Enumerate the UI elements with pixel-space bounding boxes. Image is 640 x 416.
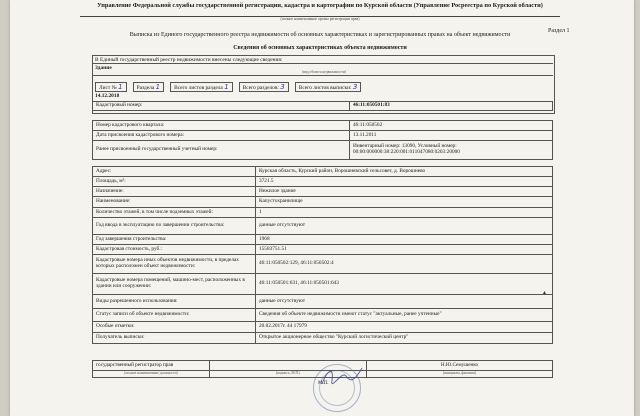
- row-value: 13.11.2011: [350, 131, 553, 141]
- row-label: Получатель выписки:: [93, 333, 256, 344]
- row-label: Ранее присвоенный государственный учетный номер:: [93, 141, 350, 160]
- row-value: 46:11:050501:631, 46:11:050501:643: [256, 274, 553, 295]
- row-label: Статус записи об объекте недвижимости:: [93, 309, 256, 322]
- position-caption: (полное наименование должности): [93, 371, 210, 378]
- row-label: Количество этажей, в том числе подземных этажей:: [93, 208, 256, 218]
- cadastral-table: [92, 101, 553, 111]
- row-value: Сведения об объекте недвижимости имеют статус "актуальные, ранее учтенные": [256, 309, 553, 322]
- row-value: 15583751.51: [256, 245, 553, 255]
- section-number-box: Раздела 1: [133, 82, 164, 92]
- object-type: Здание: [95, 65, 112, 71]
- divider: [92, 75, 553, 76]
- row-value: Инвентарный номер: 13090, Условный номер: 00:00:000000:38:220:001:011047080:0203:20000: [350, 141, 553, 160]
- table-row: [93, 218, 553, 235]
- table-row: [93, 235, 553, 245]
- signature-caption: (подпись, М.П.): [210, 371, 367, 378]
- initials-caption: (инициалы, фамилия): [367, 371, 553, 378]
- table-row: [93, 141, 553, 160]
- row-label: Площадь, м²:: [93, 177, 256, 187]
- sheet-info: [95, 82, 367, 92]
- table-row: [93, 187, 553, 197]
- sheet-number-box: Лист № 1: [95, 82, 127, 92]
- table-row: [93, 274, 553, 295]
- registration-table: [92, 120, 553, 160]
- row-value: 1: [256, 208, 553, 218]
- row-label: Назначение:: [93, 187, 256, 197]
- preamble-text: В Единый государственный реестр недвижимости внесены следующие сведения:: [95, 57, 283, 63]
- row-value: 1968: [256, 235, 553, 245]
- table-row: [93, 197, 553, 208]
- table-row: [93, 121, 553, 131]
- cadastral-label: Кадастровый номер:: [93, 102, 350, 111]
- scroll-marker-icon: ▴: [543, 290, 547, 296]
- registrar-name: Н.Ю.Семушенко: [367, 361, 553, 371]
- table-row: [93, 255, 553, 274]
- section-sheets-box: Всего листов раздела 1: [170, 82, 233, 92]
- row-label: Дата присвоения кадастрового номера:: [93, 131, 350, 141]
- row-value: Нежилое здание: [256, 187, 553, 197]
- total-sheets-box: Всего листов выписки: 3: [295, 82, 362, 92]
- object-type-row: [92, 64, 553, 74]
- row-value: Курская область, Курский район, Ворошневский сельсовет, д. Ворошнево: [256, 167, 553, 177]
- object-type-caption: (вид объекта недвижимости): [302, 70, 347, 74]
- row-label: Виды разрешенного использования:: [93, 295, 256, 309]
- table-row: [93, 309, 553, 322]
- row-label: Кадастровая стоимость, руб.:: [93, 245, 256, 255]
- row-value: 3721.5: [256, 177, 553, 187]
- table-row: [93, 295, 553, 309]
- row-label: Кадастровые номера помещений, машино-мест, расположенных в здании или сооружении:: [93, 274, 256, 295]
- row-value: данные отсутствуют: [256, 218, 553, 235]
- document-subtitle: Сведения об основных характеристиках объекта недвижимости: [233, 45, 407, 51]
- table-row: [93, 208, 553, 218]
- row-value: 20.02.2017г. 44 17979: [256, 322, 553, 333]
- stamp-mark: М.П.: [318, 381, 329, 386]
- row-label: Номер кадастрового квартала:: [93, 121, 350, 131]
- row-label: Год завершения строительства:: [93, 235, 256, 245]
- preamble-row: [92, 56, 553, 63]
- row-label: Год ввода в эксплуатацию по завершении строительства:: [93, 218, 256, 235]
- row-value: данные отсутствуют: [256, 295, 553, 309]
- row-value: 46:11:050502: [350, 121, 553, 131]
- characteristics-table: [92, 166, 553, 344]
- row-value: 46:11:050502:129, 46:11:050502:4: [256, 255, 553, 274]
- row-label: Наименование:: [93, 197, 256, 208]
- table-row: [93, 333, 553, 344]
- extract-date: 14.12.2018: [95, 93, 120, 99]
- cadastral-row: [93, 102, 553, 111]
- sheet-row: [92, 82, 553, 92]
- table-row: [93, 131, 553, 141]
- row-value: Капустохранилище: [256, 197, 553, 208]
- table-row: [93, 245, 553, 255]
- extract-title: Выписка из Единого государственного реестра недвижимости об основных характеристиках и зарегистрированных правах на объект недвижимости: [129, 32, 511, 38]
- total-sections-box: Всего разделов: 3: [239, 82, 289, 92]
- row-label: Адрес:: [93, 167, 256, 177]
- row-value: Открытое акционерное общество "Курский логистический центр": [256, 333, 553, 344]
- table-row: [93, 322, 553, 333]
- authority-caption: (полное наименование органа регистрации прав): [280, 17, 360, 21]
- signature-icon: [318, 362, 366, 392]
- cadastral-value: 46:11:050501:83: [350, 102, 553, 111]
- table-row: [93, 177, 553, 187]
- date-row: [92, 93, 553, 99]
- row-label: Особые отметки:: [93, 322, 256, 333]
- registrar-position: государственный регистратор прав: [93, 361, 210, 371]
- authority-title: Управление Федеральной службы государственной регистрации, кадастра и картографии по Курской области (Управление Росреестра по Курской области): [97, 2, 543, 9]
- row-label: Кадастровые номера иных объектов недвижимости, в пределах которых расположен объект недвижимости:: [93, 255, 256, 274]
- section-label: Раздел 1: [548, 28, 570, 34]
- table-row: [93, 167, 553, 177]
